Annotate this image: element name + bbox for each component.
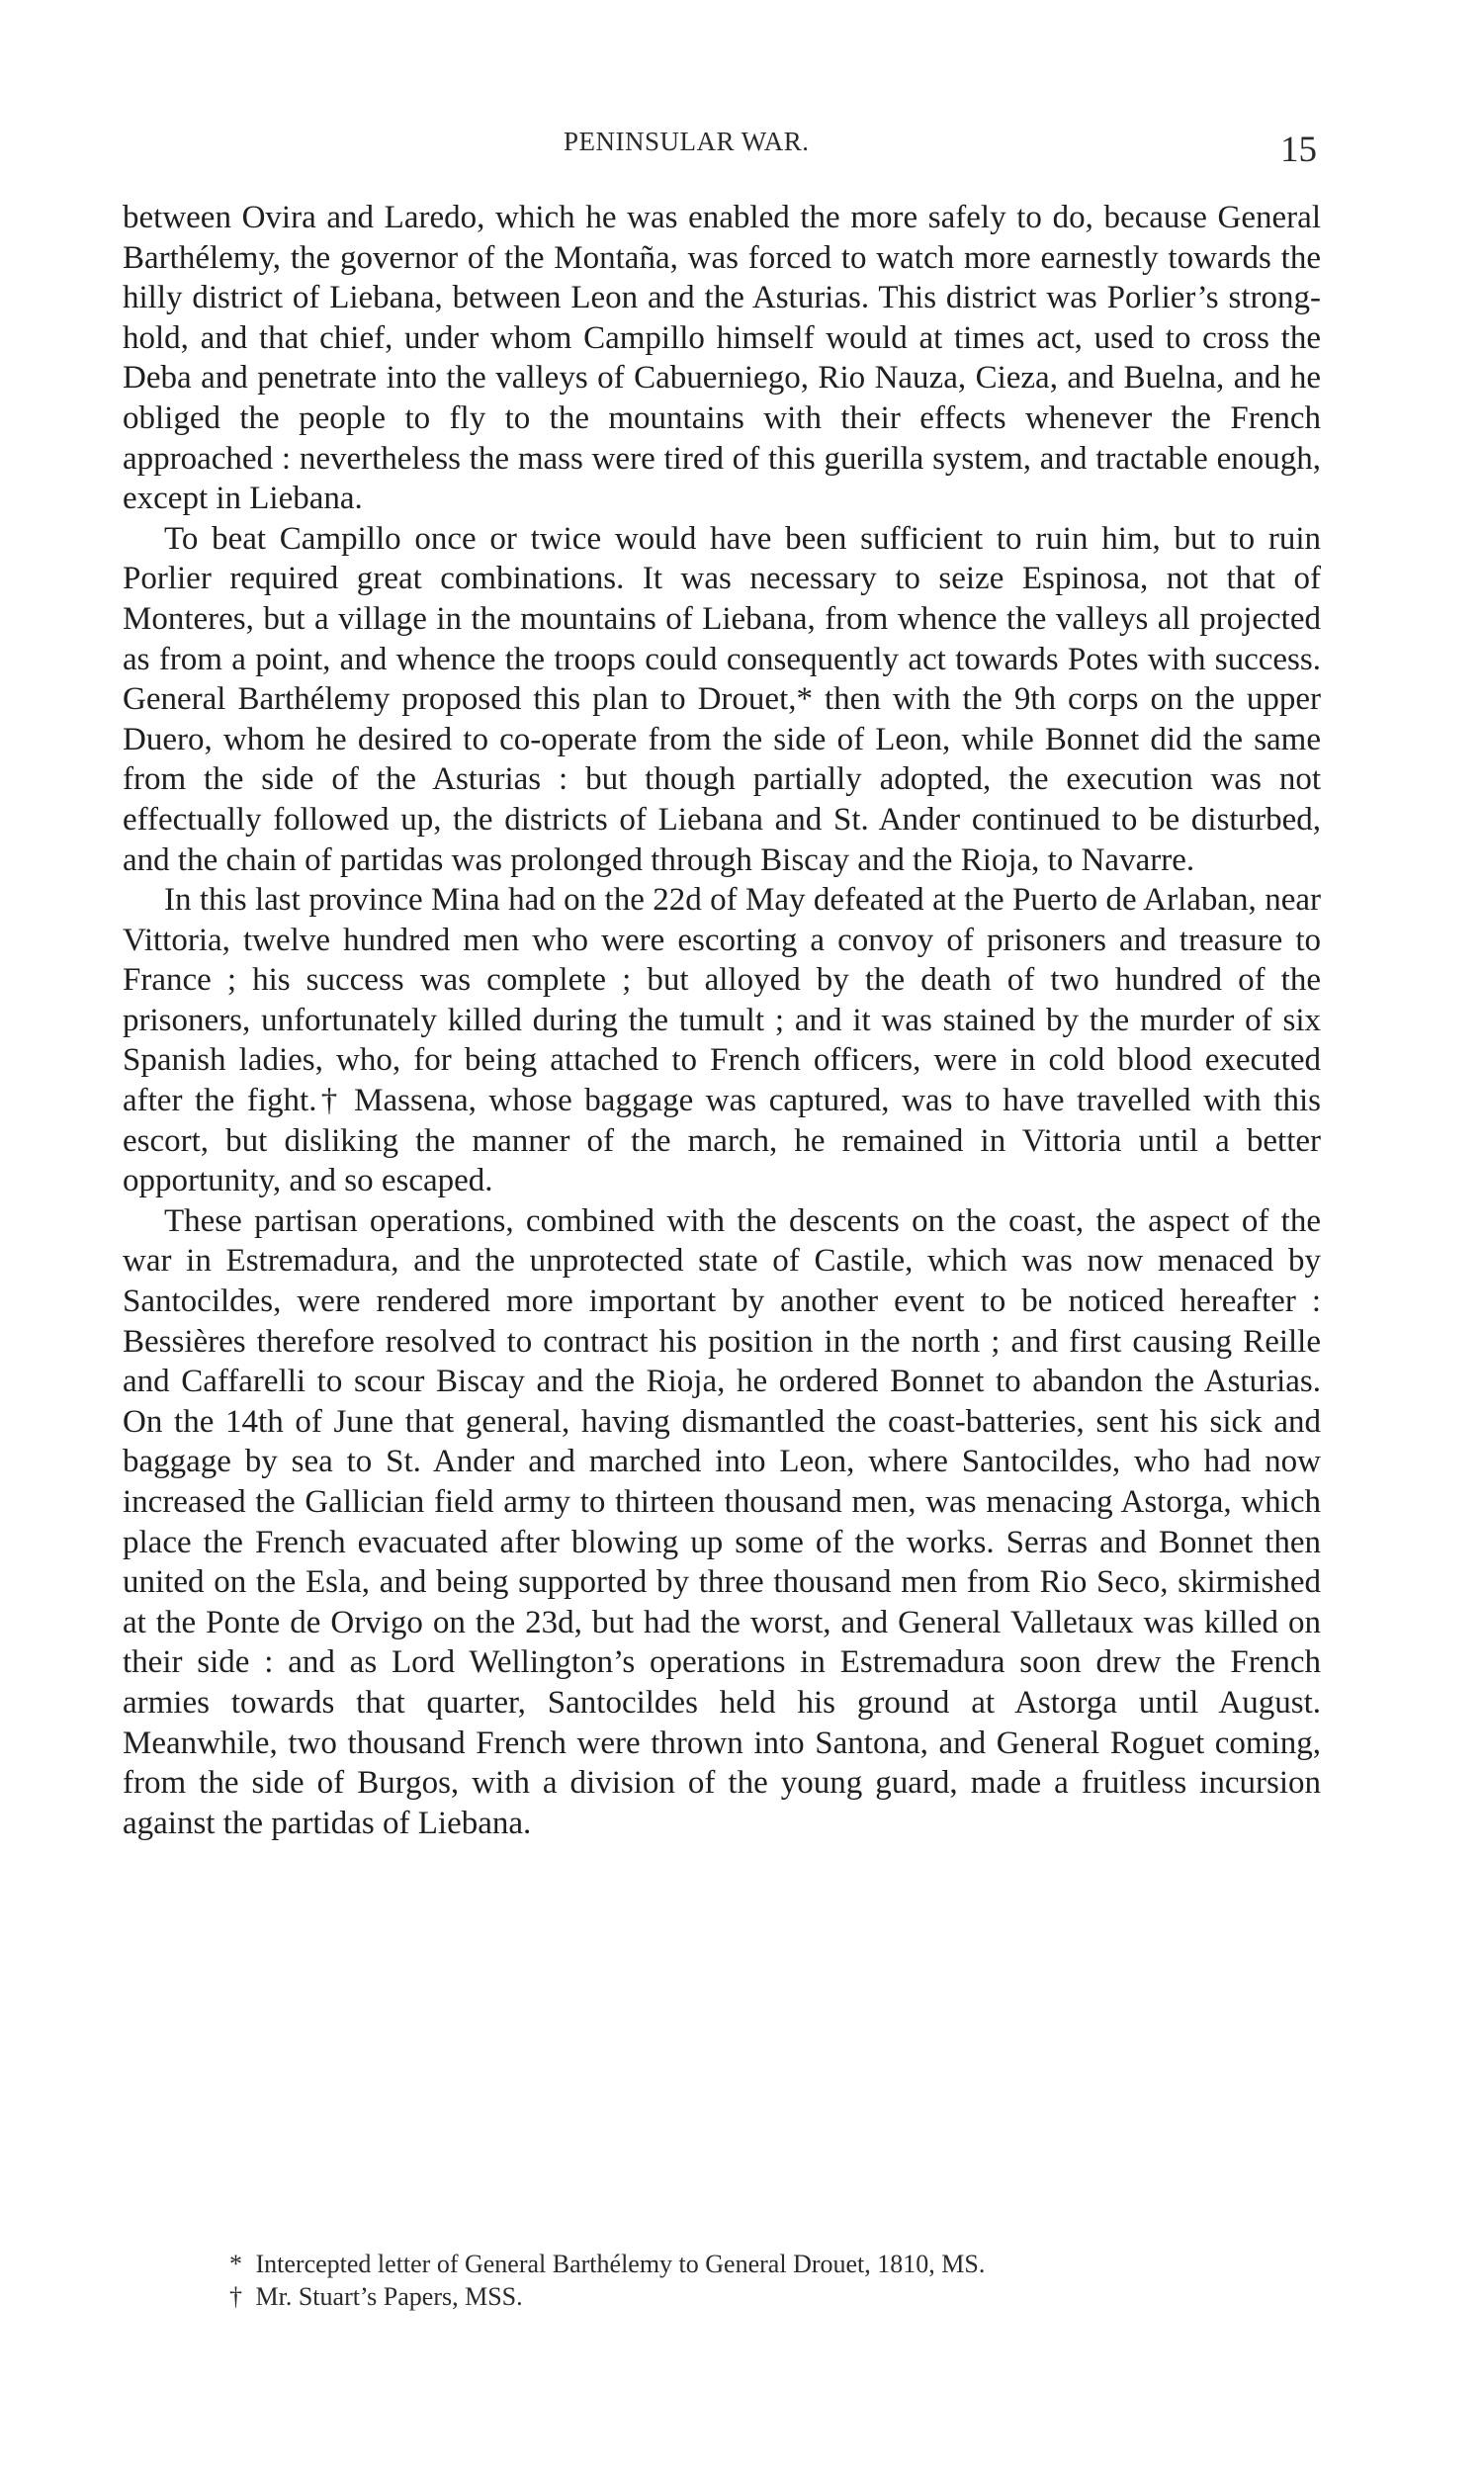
running-head: PENINSULAR WAR.: [564, 127, 810, 156]
paragraph-3: In this last province Mina had on the 22d of May defeated at the Puerto de Arlaban, near Vittoria, twelve hundred men who were escorting a convoy of prisoners and treasure to France ; his success was complete ; but alloyed by the death of two hundred of the prisoners, unfortunately killed during the tumult ; and it was stained by the murder of six Spanish ladies, who, for being attached to French officers, were in cold blood executed after the fight.† Massena, whose baggage was captured, was to have travelled with this escort, but disliking the manner of the march, he remained in Vittoria until a better opportunity, and so escaped.: [123, 882, 1321, 1199]
footnote-2: [229, 2280, 1218, 2313]
footnote-1: [229, 2248, 1218, 2280]
paragraph-2: To beat Campillo once or twice would have been sufficient to ruin him, but to ruin Porlier required great combinations. It was necessary to seize Espinosa, not that of Monteres, but a village in the mountains of Liebana, from whence the valleys all projected as from a point, and whence the troops could consequently act towards Potes with success. General Barthélemy proposed this plan to Drouet,* then with the 9th corps on the upper Duero, whom he desired to co-operate from the side of Leon, while Bonnet did the same from the side of the Asturias : but though partially adopted, the execution was not effectually followed up, the districts of Liebana and St. Ander continued to be disturbed, and the chain of partidas was prolonged through Biscay and the Rioja, to Navarre.: [123, 520, 1321, 878]
footnote-marker: †: [229, 2282, 242, 2311]
footnote-text: Mr. Stuart’s Papers, MSS.: [255, 2282, 523, 2311]
body-text: [123, 198, 1321, 1843]
footnote-text: Intercepted letter of General Barthélemy to General Drouet, 1810, MS.: [255, 2250, 986, 2278]
paragraph-1: between Ovira and Laredo, which he was enabled the more safely to do, because General Barthélemy, the governor of the Montaña, was forced to watch more earnestly towards the hilly district of Liebana, between Leon and the Asturias. This district was Porlier’s strong-hold, and that chief, under whom Campillo himself would at times act, used to cross the Deba and penetrate into the valleys of Cabuerniego, Rio Nauza, Cieza, and Buelna, and he obliged the people to fly to the mountains with their effects whenever the French approached : nevertheless the mass were tired of this guerilla system, and tractable enough, except in Liebana.: [123, 200, 1321, 517]
paragraph-4: These partisan operations, combined with the descents on the coast, the aspect of the war in Estremadura, and the unprotected state of Castile, which was now menaced by Santocildes, were rendered more important by another event to be noticed hereafter : Bessières therefore resolved to contract his position in the north ; and first causing Reille and Caffarelli to scour Biscay and the Rioja, he ordered Bonnet to abandon the Asturias. On the 14th of June that general, having dismantled the coast-batteries, sent his sick and baggage by sea to St. Ander and marched into Leon, where Santocildes, who had now increased the Gallician field army to thirteen thousand men, was menacing Astorga, which place the French evacuated after blowing up some of the works. Serras and Bonnet then united on the Esla, and being supported by three thousand men from Rio Seco, skirmished at the Ponte de Orvigo on the 23d, but had the worst, and General Valletaux was killed on their side : and as Lord Wellington’s operations in Estremadura soon drew the French armies towards that quarter, Santocildes held his ground at Astorga until August. Meanwhile, two thousand French were thrown into Santona, and General Roguet coming, from the side of Burgos, with a division of the young guard, made a fruitless incursion against the partidas of Liebana.: [123, 1202, 1321, 1841]
footnotes: [229, 2248, 1218, 2313]
footnote-marker: *: [229, 2250, 242, 2278]
page-number: 15: [1280, 130, 1317, 170]
